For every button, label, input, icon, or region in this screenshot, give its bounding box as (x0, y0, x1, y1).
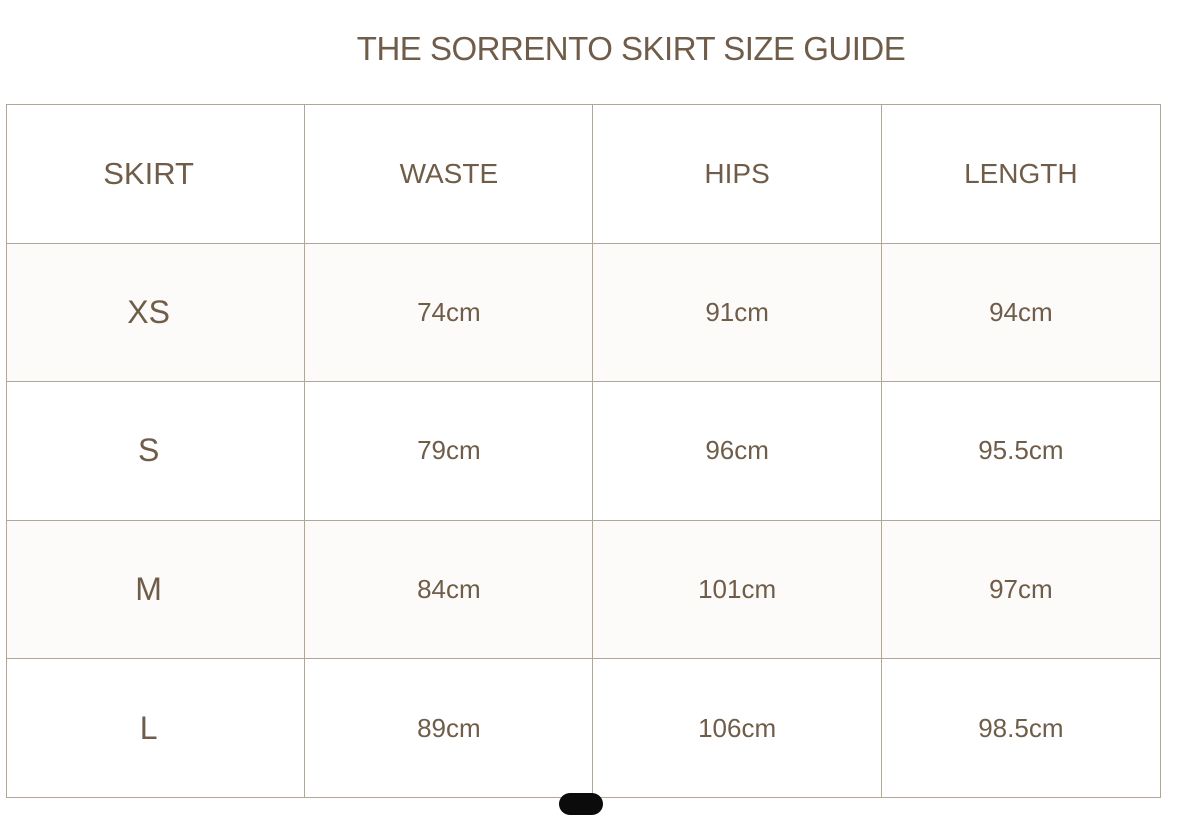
size-guide-table (6, 104, 1161, 798)
size-cell (7, 659, 305, 798)
length-value: 98.5cm (978, 712, 1064, 743)
waist-value: 89cm (417, 712, 481, 743)
size-cell (7, 520, 305, 659)
table-header-row (7, 105, 1161, 244)
waist-cell (305, 659, 593, 798)
size-cell (7, 382, 305, 521)
header-label-waist: WASTE (399, 157, 499, 189)
hips-value: 96cm (705, 435, 769, 466)
size-cell (7, 243, 305, 382)
length-cell (881, 243, 1160, 382)
table-row (7, 243, 1161, 382)
size-label: S (137, 432, 160, 469)
size-label: M (135, 571, 162, 608)
header-cell-hips (593, 105, 881, 244)
waist-cell (305, 382, 593, 521)
length-value: 97cm (989, 574, 1053, 605)
header-cell-length (881, 105, 1160, 244)
waist-value: 79cm (417, 435, 481, 466)
size-label: XS (127, 293, 170, 330)
hips-value: 101cm (698, 574, 777, 605)
header-label-hips: HIPS (704, 157, 770, 189)
length-cell (881, 382, 1160, 521)
table-row (7, 659, 1161, 798)
page-title: THE SORRENTO SKIRT SIZE GUIDE (356, 30, 906, 67)
length-cell (881, 659, 1160, 798)
hips-cell (593, 520, 881, 659)
header-cell-waist (305, 105, 593, 244)
length-value: 95.5cm (978, 435, 1064, 466)
table-row (7, 382, 1161, 521)
length-cell (881, 520, 1160, 659)
waist-cell (305, 243, 593, 382)
header-label-length: LENGTH (964, 157, 1078, 189)
hips-value: 91cm (705, 296, 769, 327)
home-indicator-icon[interactable] (559, 793, 603, 815)
hips-cell (593, 243, 881, 382)
header-cell-size (7, 105, 305, 244)
table-row (7, 520, 1161, 659)
waist-value: 84cm (417, 574, 481, 605)
waist-cell (305, 520, 593, 659)
size-label: L (139, 709, 158, 746)
length-value: 94cm (989, 296, 1053, 327)
waist-value: 74cm (417, 296, 481, 327)
hips-cell (593, 659, 881, 798)
hips-value: 106cm (698, 712, 777, 743)
hips-cell (593, 382, 881, 521)
header-label-size: SKIRT (103, 155, 194, 191)
